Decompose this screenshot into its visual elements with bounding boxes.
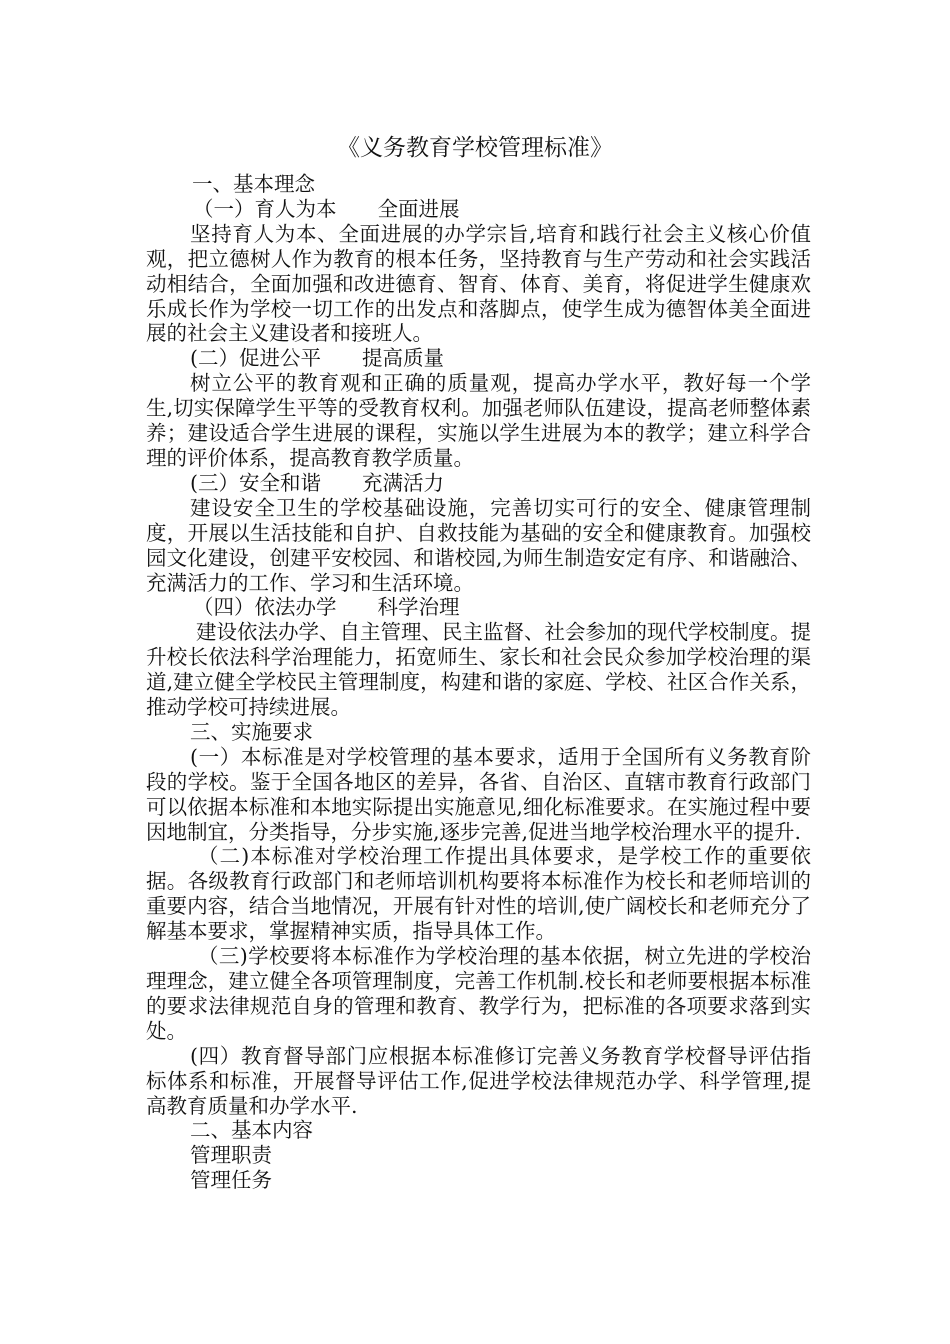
paragraph-3: 建设安全卫生的学校基础设施，完善切实可行的安全、健康管理制度，开展以生活技能和自护、自救技能为基础的安全和健康教育。加强校园文化建设，创建平安校园、和谐校园,为师生制造安定有序、和谐融洽、充满活力的工作、学习和生活环境。 — [146, 495, 811, 595]
document-body — [146, 172, 811, 1193]
paragraph-5: (一）本标准是对学校管理的基本要求，适用于全国所有义务教育阶段的学校。鉴于全国各地区的差异，各省、自治区、直辖市教育行政部门可以依据本标准和本地实际提出实施意见,细化标准要求。在实施过程中要因地制宜，分类指导，分步实施,逐步完善,促进当地学校治理水平的提升. — [146, 744, 811, 844]
subheading-1-4: （四）依法办学 科学治理 — [193, 595, 460, 620]
paragraph-2: 树立公平的教育观和正确的质量观，提高办学水平，教好每一个学生,切实保障学生平等的受教育权利。加强老师队伍建设，提高老师整体素养；建设适合学生进展的课程，实施以学生进展为本的教学；建立科学合理的评价体系，提高教育教学质量。 — [146, 371, 811, 470]
document-title: 《义务教育学校管理标准》 — [337, 135, 613, 161]
item-management-duties: 管理职责 — [190, 1143, 272, 1168]
subheading-1-2: (二）促进公平 提高质量 — [190, 346, 444, 371]
item-management-tasks: 管理任务 — [190, 1168, 272, 1193]
heading-basic-concept: 一、基本理念 — [192, 172, 315, 196]
subheading-1-1: （一）育人为本 全面进展 — [193, 196, 460, 221]
paragraph-1: 坚持育人为本、全面进展的办学宗旨,培育和践行社会主义核心价值观，把立德树人作为教育的根本任务，坚持教育与生产劳动和社会实践活动相结合，全面加强和改进德育、智育、体育、美育，将促进学生健康欢乐成长作为学校一切工作的出发点和落脚点，使学生成为德智体美全面进展的社会主义建设者和接班人。 — [146, 221, 811, 346]
paragraph-8: (四）教育督导部门应根据本标准修订完善义务教育学校督导评估指标体系和标准，开展督导评估工作,促进学校法律规范办学、科学管理,提高教育质量和办学水平. — [146, 1043, 811, 1118]
heading-basic-content: 二、基本内容 — [190, 1118, 313, 1143]
heading-implementation: 三、实施要求 — [190, 719, 313, 744]
paragraph-4: 建设依法办学、自主管理、民主监督、社会参加的现代学校制度。提升校长依法科学治理能力，拓宽师生、家长和社会民众参加学校治理的渠道,建立健全学校民主管理制度，构建和谐的家庭、学校、社区合作关系，推动学校可持续进展。 — [146, 620, 811, 720]
subheading-1-3: (三）安全和谐 充满活力 — [190, 470, 444, 495]
paragraph-6: （二)本标准对学校治理工作提出具体要求，是学校工作的重要依据。各级教育行政部门和老师培训机构要将本标准作为校长和老师培训的重要内容，结合当地情况，开展有针对性的培训,使广阔校长和老师充分了解基本要求，掌握精神实质，指导具体工作。 — [146, 844, 811, 944]
paragraph-7: （三)学校要将本标准作为学校治理的基本依据，树立先进的学校治理理念，建立健全各项管理制度，完善工作机制.校长和老师要根据本标准的要求法律规范自身的管理和教育、教学行为，把标准的各项要求落到实处。 — [146, 944, 811, 1043]
